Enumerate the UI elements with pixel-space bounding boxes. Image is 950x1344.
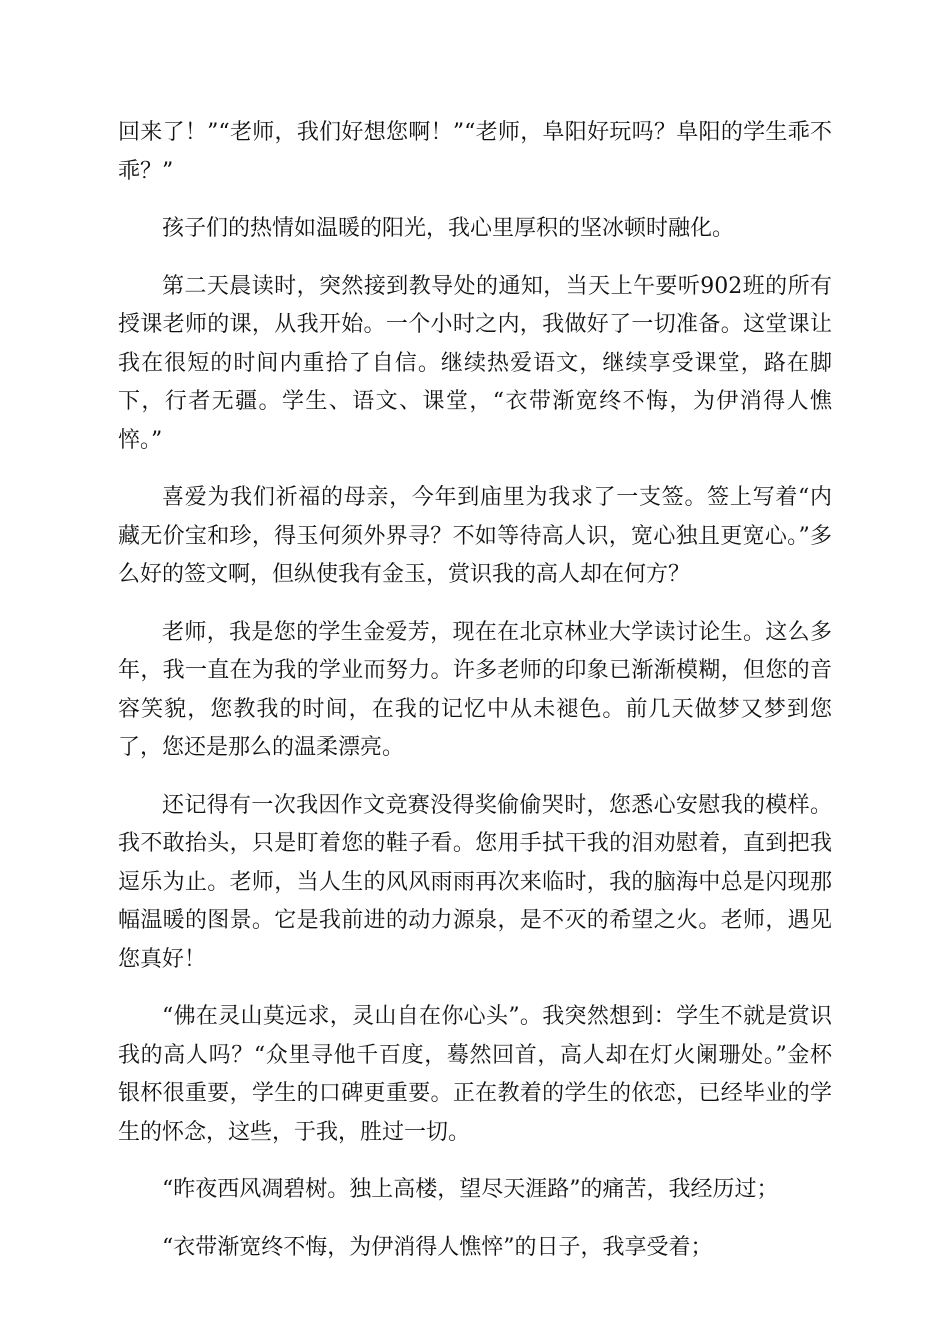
paragraph-2: 孩子们的热情如温暖的阳光，我心里厚积的坚冰顿时融化。 xyxy=(162,216,735,241)
paragraph-9: “衣带渐宽终不悔，为伊消得人憔悴”的日子，我享受着； xyxy=(162,1234,713,1260)
paragraph-3: 第二天晨读时，突然接到教导处的通知，当天上午要听902班的所有授课老师的课，从我开始。一个小时之内，我做好了一切准备。这堂课让我在很短的时间内重拾了自信。继续热爱语文，继续享受课堂，路在脚下，行者无疆。学生、语文、课堂，“衣带渐宽终不悔，为伊消得人憔悴。” xyxy=(118,273,832,453)
document-body xyxy=(118,114,832,1286)
paragraph-1: 回来了！”“老师，我们好想您啊！”“老师，阜阳好玩吗？阜阳的学生乖不乖？” xyxy=(118,120,832,184)
paragraph-4: 喜爱为我们祈福的母亲，今年到庙里为我求了一支签。签上写着“内藏无价宝和珍，得玉何须外界寻？不如等待高人识，宽心独且更宽心。”多么好的签文啊，但纵使我有金玉，赏识我的高人却在何方？ xyxy=(118,485,832,587)
paragraph-8: “昨夜西风凋碧树。独上高楼，望尽天涯路”的痛苦，我经历过； xyxy=(162,1177,779,1202)
paragraph-7: “佛在灵山莫远求，灵山自在你心头”。我突然想到：学生不就是赏识我的高人吗？“众里寻他千百度，蓦然回首，高人却在灯火阑珊处。”金杯银杯很重要，学生的口碑更重要。正在教着的学生的依恋，已经毕业的学生的怀念，这些，于我，胜过一切。 xyxy=(118,1004,832,1145)
paragraph-5: 老师，我是您的学生金爱芳，现在在北京林业大学读讨论生。这么多年，我一直在为我的学业而努力。许多老师的印象已渐渐模糊，但您的音容笑貌，您教我的时间，在我的记忆中从未褪色。前几天做梦又梦到您了，您还是那么的温柔漂亮。 xyxy=(118,619,832,760)
paragraph-6: 还记得有一次我因作文竞赛没得奖偷偷哭时，您悉心安慰我的模样。我不敢抬头，只是盯着您的鞋子看。您用手拭干我的泪劝慰着，直到把我逗乐为止。老师，当人生的风风雨雨再次来临时，我的脑海中总是闪现那幅温暖的图景。它是我前进的动力源泉，是不灭的希望之火。老师，遇见您真好！ xyxy=(118,792,832,972)
